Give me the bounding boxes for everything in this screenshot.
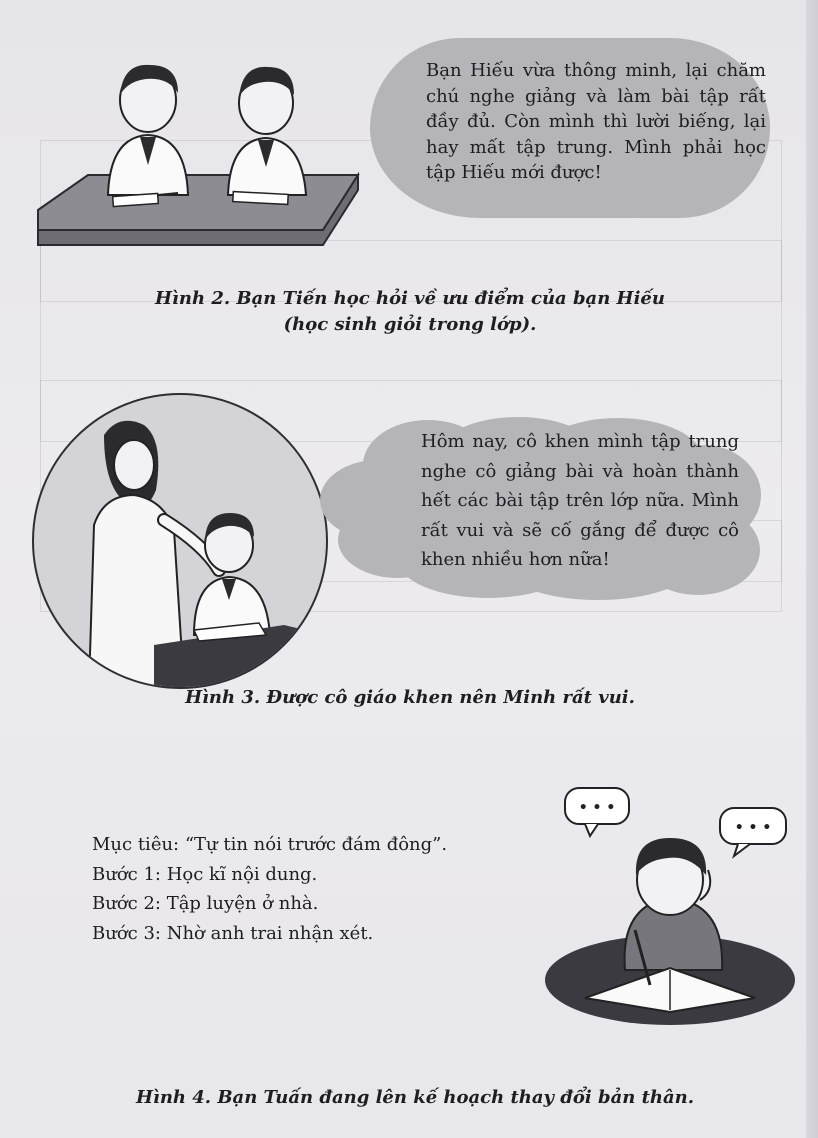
figure3-illustration — [32, 393, 328, 689]
thought-bubble-2-dots: • • • — [734, 820, 772, 836]
figure2-caption-line2: (học sinh giỏi trong lớp). — [283, 314, 537, 335]
plan-step-1: Bước 1: Học kĩ nội dung. — [92, 863, 318, 885]
boy-tien — [108, 65, 188, 207]
figure4-illustration — [540, 780, 800, 1030]
boy-hieu — [228, 67, 306, 205]
figure4-caption: Hình 4. Bạn Tuấn đang lên kế hoạch thay đổi bản thân. — [135, 1087, 695, 1108]
figure2-illustration — [28, 55, 368, 265]
speech-text-minh: Hôm nay, cô khen mình tập trung nghe cô giảng bài và hoàn thành hết các bài tập trên lớp nữa. Mình rất vui và sẽ cố gắng để được cô khen nhiều hơn nữa! — [421, 431, 739, 570]
plan-step-3: Bước 3: Nhờ anh trai nhận xét. — [92, 922, 374, 944]
page-edge — [806, 0, 818, 1138]
thought-bubble-1-dots: • • • — [578, 800, 616, 816]
figure3-caption: Hình 3. Được cô giáo khen nên Minh rất vui. — [185, 687, 635, 708]
figure2-caption-line1: Hình 2. Bạn Tiến học hỏi về ưu điểm của bạn Hiếu — [155, 288, 665, 309]
plan-step-2: Bước 2: Tập luyện ở nhà. — [92, 893, 319, 914]
plan-list — [92, 830, 447, 948]
speech-text-tien: Bạn Hiếu vừa thông minh, lại chăm chú nghe giảng và làm bài tập rất đầy đủ. Còn mình thì lười biếng, lại hay mất tập trung. Mình phải học tập Hiếu mới được! — [426, 60, 766, 183]
teacher-and-student-drawing — [34, 395, 326, 687]
plan-goal: Mục tiêu: “Tự tin nói trước đám đông”. — [92, 834, 448, 855]
student-minh — [194, 513, 270, 635]
